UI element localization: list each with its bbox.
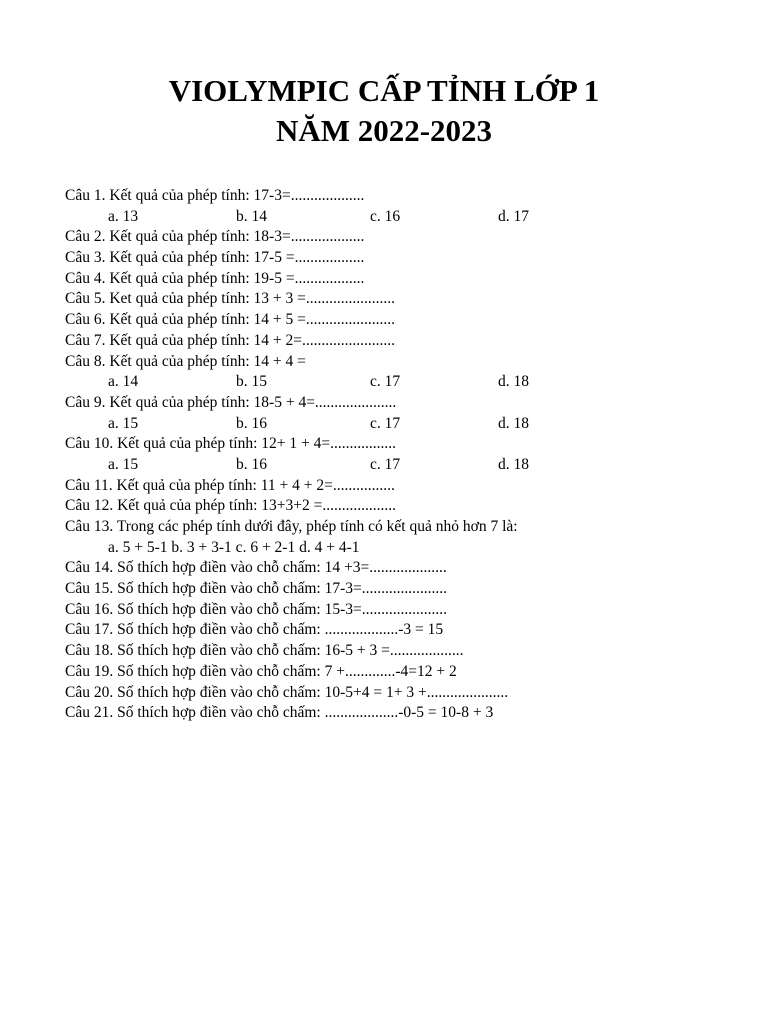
answer-options bbox=[65, 414, 745, 435]
question-line: Câu 8. Kết quả của phép tính: 14 + 4 = bbox=[65, 352, 306, 370]
question-line: Câu 12. Kết quả của phép tính: 13+3+2 =................... bbox=[65, 497, 397, 515]
answer-option: b. 16 bbox=[236, 455, 267, 473]
question-line: Câu 2. Kết quả của phép tính: 18-3=................... bbox=[65, 228, 365, 246]
answer-option: a. 13 bbox=[108, 207, 139, 225]
question-line: Câu 13. Trong các phép tính dưới đây, phép tính có kết quả nhỏ hơn 7 là: bbox=[65, 518, 518, 535]
answer-option: a. 15 bbox=[108, 414, 139, 432]
answer-option: c. 17 bbox=[370, 414, 401, 432]
question-line: Câu 9. Kết quả của phép tính: 18-5 + 4=..................... bbox=[65, 393, 397, 411]
question-line: Câu 19. Số thích hợp điền vào chỗ chấm: 7 +.............-4=12 + 2 bbox=[65, 662, 457, 680]
question-line: Câu 14. Số thích hợp điền vào chỗ chấm: 14 +3=.................... bbox=[65, 559, 447, 577]
answer-option: d. 17 bbox=[498, 207, 529, 225]
answer-options bbox=[65, 455, 745, 476]
answer-option: c. 17 bbox=[370, 373, 401, 391]
answer-option: b. 14 bbox=[236, 207, 267, 225]
question-line: Câu 20. Số thích hợp điền vào chỗ chấm: 10-5+4 = 1+ 3 +..................... bbox=[65, 683, 509, 701]
question-line: Câu 17. Số thích hợp điền vào chỗ chấm: ...................-3 = 15 bbox=[65, 621, 444, 639]
answer-option: b. 15 bbox=[236, 373, 267, 391]
question-line: Câu 10. Kết quả của phép tính: 12+ 1 + 4=................. bbox=[65, 435, 397, 453]
question-line: Câu 5. Ket quả của phép tính: 13 + 3 =....................... bbox=[65, 290, 396, 308]
answer-option: c. 17 bbox=[370, 455, 401, 473]
question-line: Câu 11. Kết quả của phép tính: 11 + 4 + 2=................ bbox=[65, 476, 395, 494]
answer-options bbox=[65, 207, 745, 228]
answer-option: d. 18 bbox=[498, 455, 529, 473]
answer-option: d. 18 bbox=[498, 373, 529, 391]
question-line: Câu 3. Kết quả của phép tính: 17-5 =.................. bbox=[65, 249, 365, 267]
question-line: Câu 18. Số thích hợp điền vào chỗ chấm: 16-5 + 3 =................... bbox=[65, 642, 464, 660]
document-title: VIOLYMPIC CẤP TỈNH LỚP 1 bbox=[168, 73, 600, 108]
answer-options-inline: a. 5 + 5-1 b. 3 + 3-1 c. 6 + 2-1 d. 4 + 4-1 bbox=[108, 538, 360, 556]
question-line: Câu 4. Kết quả của phép tính: 19-5 =.................. bbox=[65, 269, 365, 287]
document-subtitle: NĂM 2022-2023 bbox=[275, 113, 493, 148]
question-line: Câu 7. Kết quả của phép tính: 14 + 2=........................ bbox=[65, 331, 396, 349]
answer-option: c. 16 bbox=[370, 207, 401, 225]
question-line: Câu 16. Số thích hợp điền vào chỗ chấm: 15-3=...................... bbox=[65, 600, 447, 618]
question-line: Câu 15. Số thích hợp điền vào chỗ chấm: 17-3=...................... bbox=[65, 580, 447, 598]
question-line: Câu 1. Kết quả của phép tính: 17-3=................... bbox=[65, 187, 365, 204]
answer-options bbox=[65, 372, 745, 393]
answer-option: a. 14 bbox=[108, 373, 139, 391]
answer-option: d. 18 bbox=[498, 414, 529, 432]
answer-option: b. 16 bbox=[236, 414, 267, 432]
answer-option: a. 15 bbox=[108, 455, 139, 473]
question-line: Câu 21. Số thích hợp điền vào chỗ chấm: ...................-0-5 = 10-8 + 3 bbox=[65, 704, 494, 722]
question-list bbox=[65, 186, 745, 724]
question-line: Câu 6. Kết quả của phép tính: 14 + 5 =....................... bbox=[65, 311, 396, 329]
